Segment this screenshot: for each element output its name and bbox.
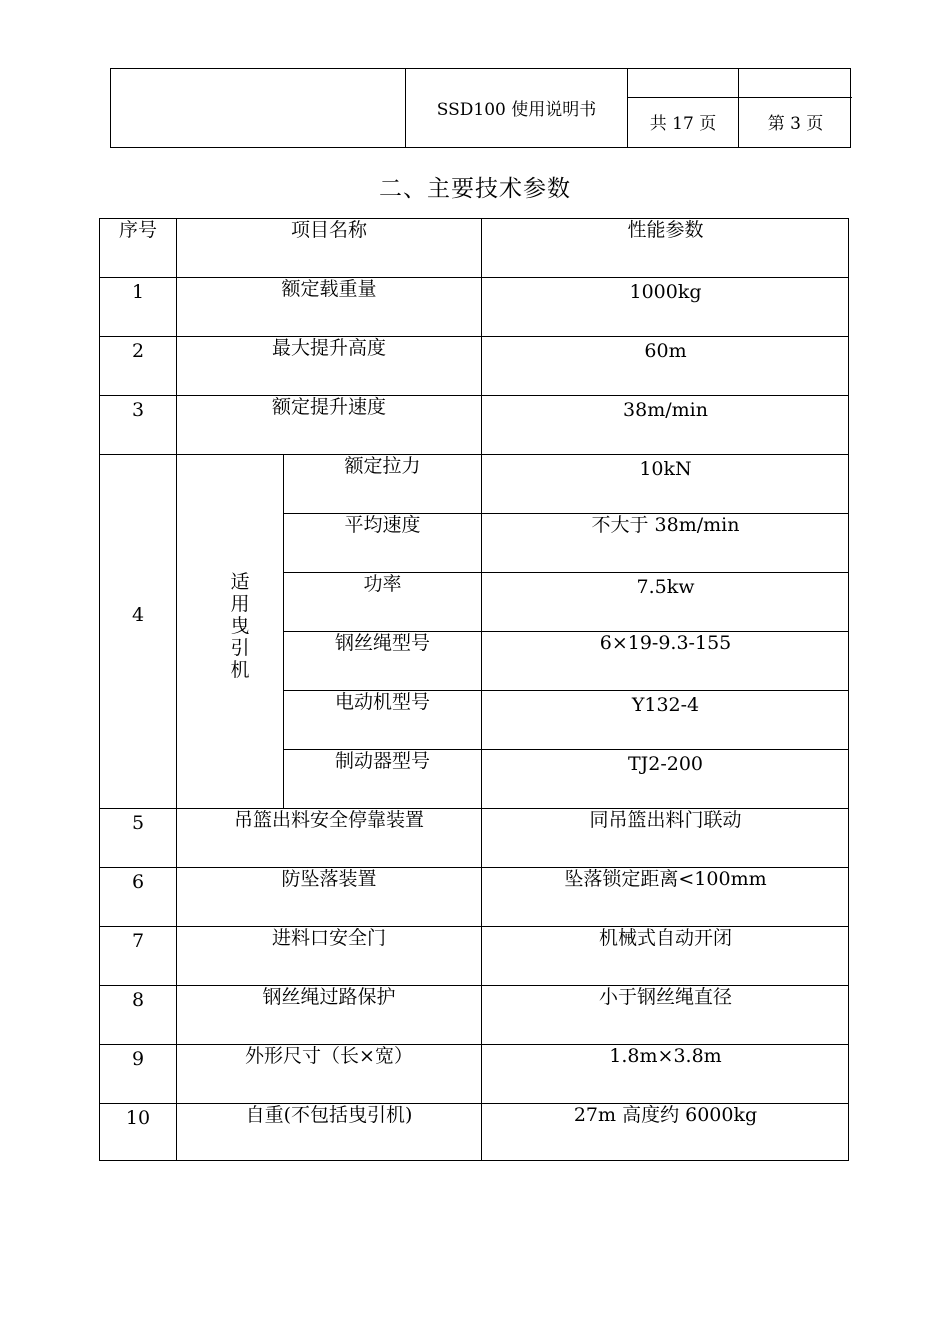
row-no: 2 xyxy=(131,340,145,362)
group-label-char: 用 xyxy=(230,593,250,615)
group-value: 不大于 38m/min xyxy=(591,514,740,536)
header-divider xyxy=(627,97,852,98)
group-value: 7.5kw xyxy=(636,576,695,598)
group-item: 平均速度 xyxy=(344,514,421,536)
row-no: 4 xyxy=(131,604,145,626)
row-item: 额定提升速度 xyxy=(271,396,386,418)
row-no: 6 xyxy=(131,871,145,893)
spec-table xyxy=(99,218,849,1161)
row-item: 外形尺寸（长×宽） xyxy=(245,1045,413,1067)
row-value: 1000kg xyxy=(629,281,702,303)
row-no: 8 xyxy=(131,989,145,1011)
row-item: 吊篮出料安全停靠装置 xyxy=(233,809,424,831)
group-label-char: 引 xyxy=(230,637,250,659)
header-page-number: 第 3 页 xyxy=(767,114,824,134)
column-header-item: 项目名称 xyxy=(290,219,367,241)
group-label-traction-machine xyxy=(225,571,255,681)
row-item: 进料口安全门 xyxy=(271,927,386,949)
group-value: 10kN xyxy=(639,458,692,480)
row-no: 3 xyxy=(131,399,145,421)
group-value: 6×19-9.3-155 xyxy=(599,632,732,654)
row-no: 1 xyxy=(131,281,145,303)
row-value: 小于钢丝绳直径 xyxy=(598,986,732,1008)
row-item: 防坠落装置 xyxy=(281,868,377,890)
row-value: 38m/min xyxy=(623,399,708,421)
row-no: 9 xyxy=(131,1048,145,1070)
row-value: 60m xyxy=(644,340,687,362)
row-item: 钢丝绳过路保护 xyxy=(262,986,396,1008)
group-value: TJ2-200 xyxy=(627,753,704,775)
group-label-char: 曳 xyxy=(230,615,250,637)
group-item: 电动机型号 xyxy=(334,691,430,713)
row-value: 坠落锁定距离<100mm xyxy=(564,868,767,890)
row-item: 自重(不包括曳引机) xyxy=(245,1104,413,1126)
row-item: 额定载重量 xyxy=(281,278,377,300)
document-header xyxy=(110,68,851,148)
column-header-value: 性能参数 xyxy=(627,219,704,241)
row-value: 1.8m×3.8m xyxy=(609,1045,722,1067)
group-label-char: 适 xyxy=(230,571,250,593)
group-item: 额定拉力 xyxy=(344,455,421,477)
row-no: 10 xyxy=(125,1107,151,1129)
group-item: 功率 xyxy=(363,573,402,595)
column-header-no: 序号 xyxy=(118,219,157,241)
row-value: 27m 高度约 6000kg xyxy=(573,1104,758,1126)
section-title: 二、主要技术参数 xyxy=(379,176,571,202)
group-label-char: 机 xyxy=(230,659,250,681)
group-item: 制动器型号 xyxy=(334,750,430,772)
row-value: 同吊篮出料门联动 xyxy=(589,809,742,831)
group-item: 钢丝绳型号 xyxy=(334,632,430,654)
row-value: 机械式自动开闭 xyxy=(598,927,732,949)
row-item: 最大提升高度 xyxy=(271,337,386,359)
header-total-pages: 共 17 页 xyxy=(649,114,717,134)
header-divider xyxy=(627,69,628,147)
row-no: 7 xyxy=(131,930,145,952)
group-value: Y132-4 xyxy=(631,694,700,716)
table-col-line xyxy=(176,219,177,1160)
header-doc-title: SSD100 使用说明书 xyxy=(436,100,597,120)
header-divider xyxy=(738,69,739,147)
row-no: 5 xyxy=(131,812,145,834)
